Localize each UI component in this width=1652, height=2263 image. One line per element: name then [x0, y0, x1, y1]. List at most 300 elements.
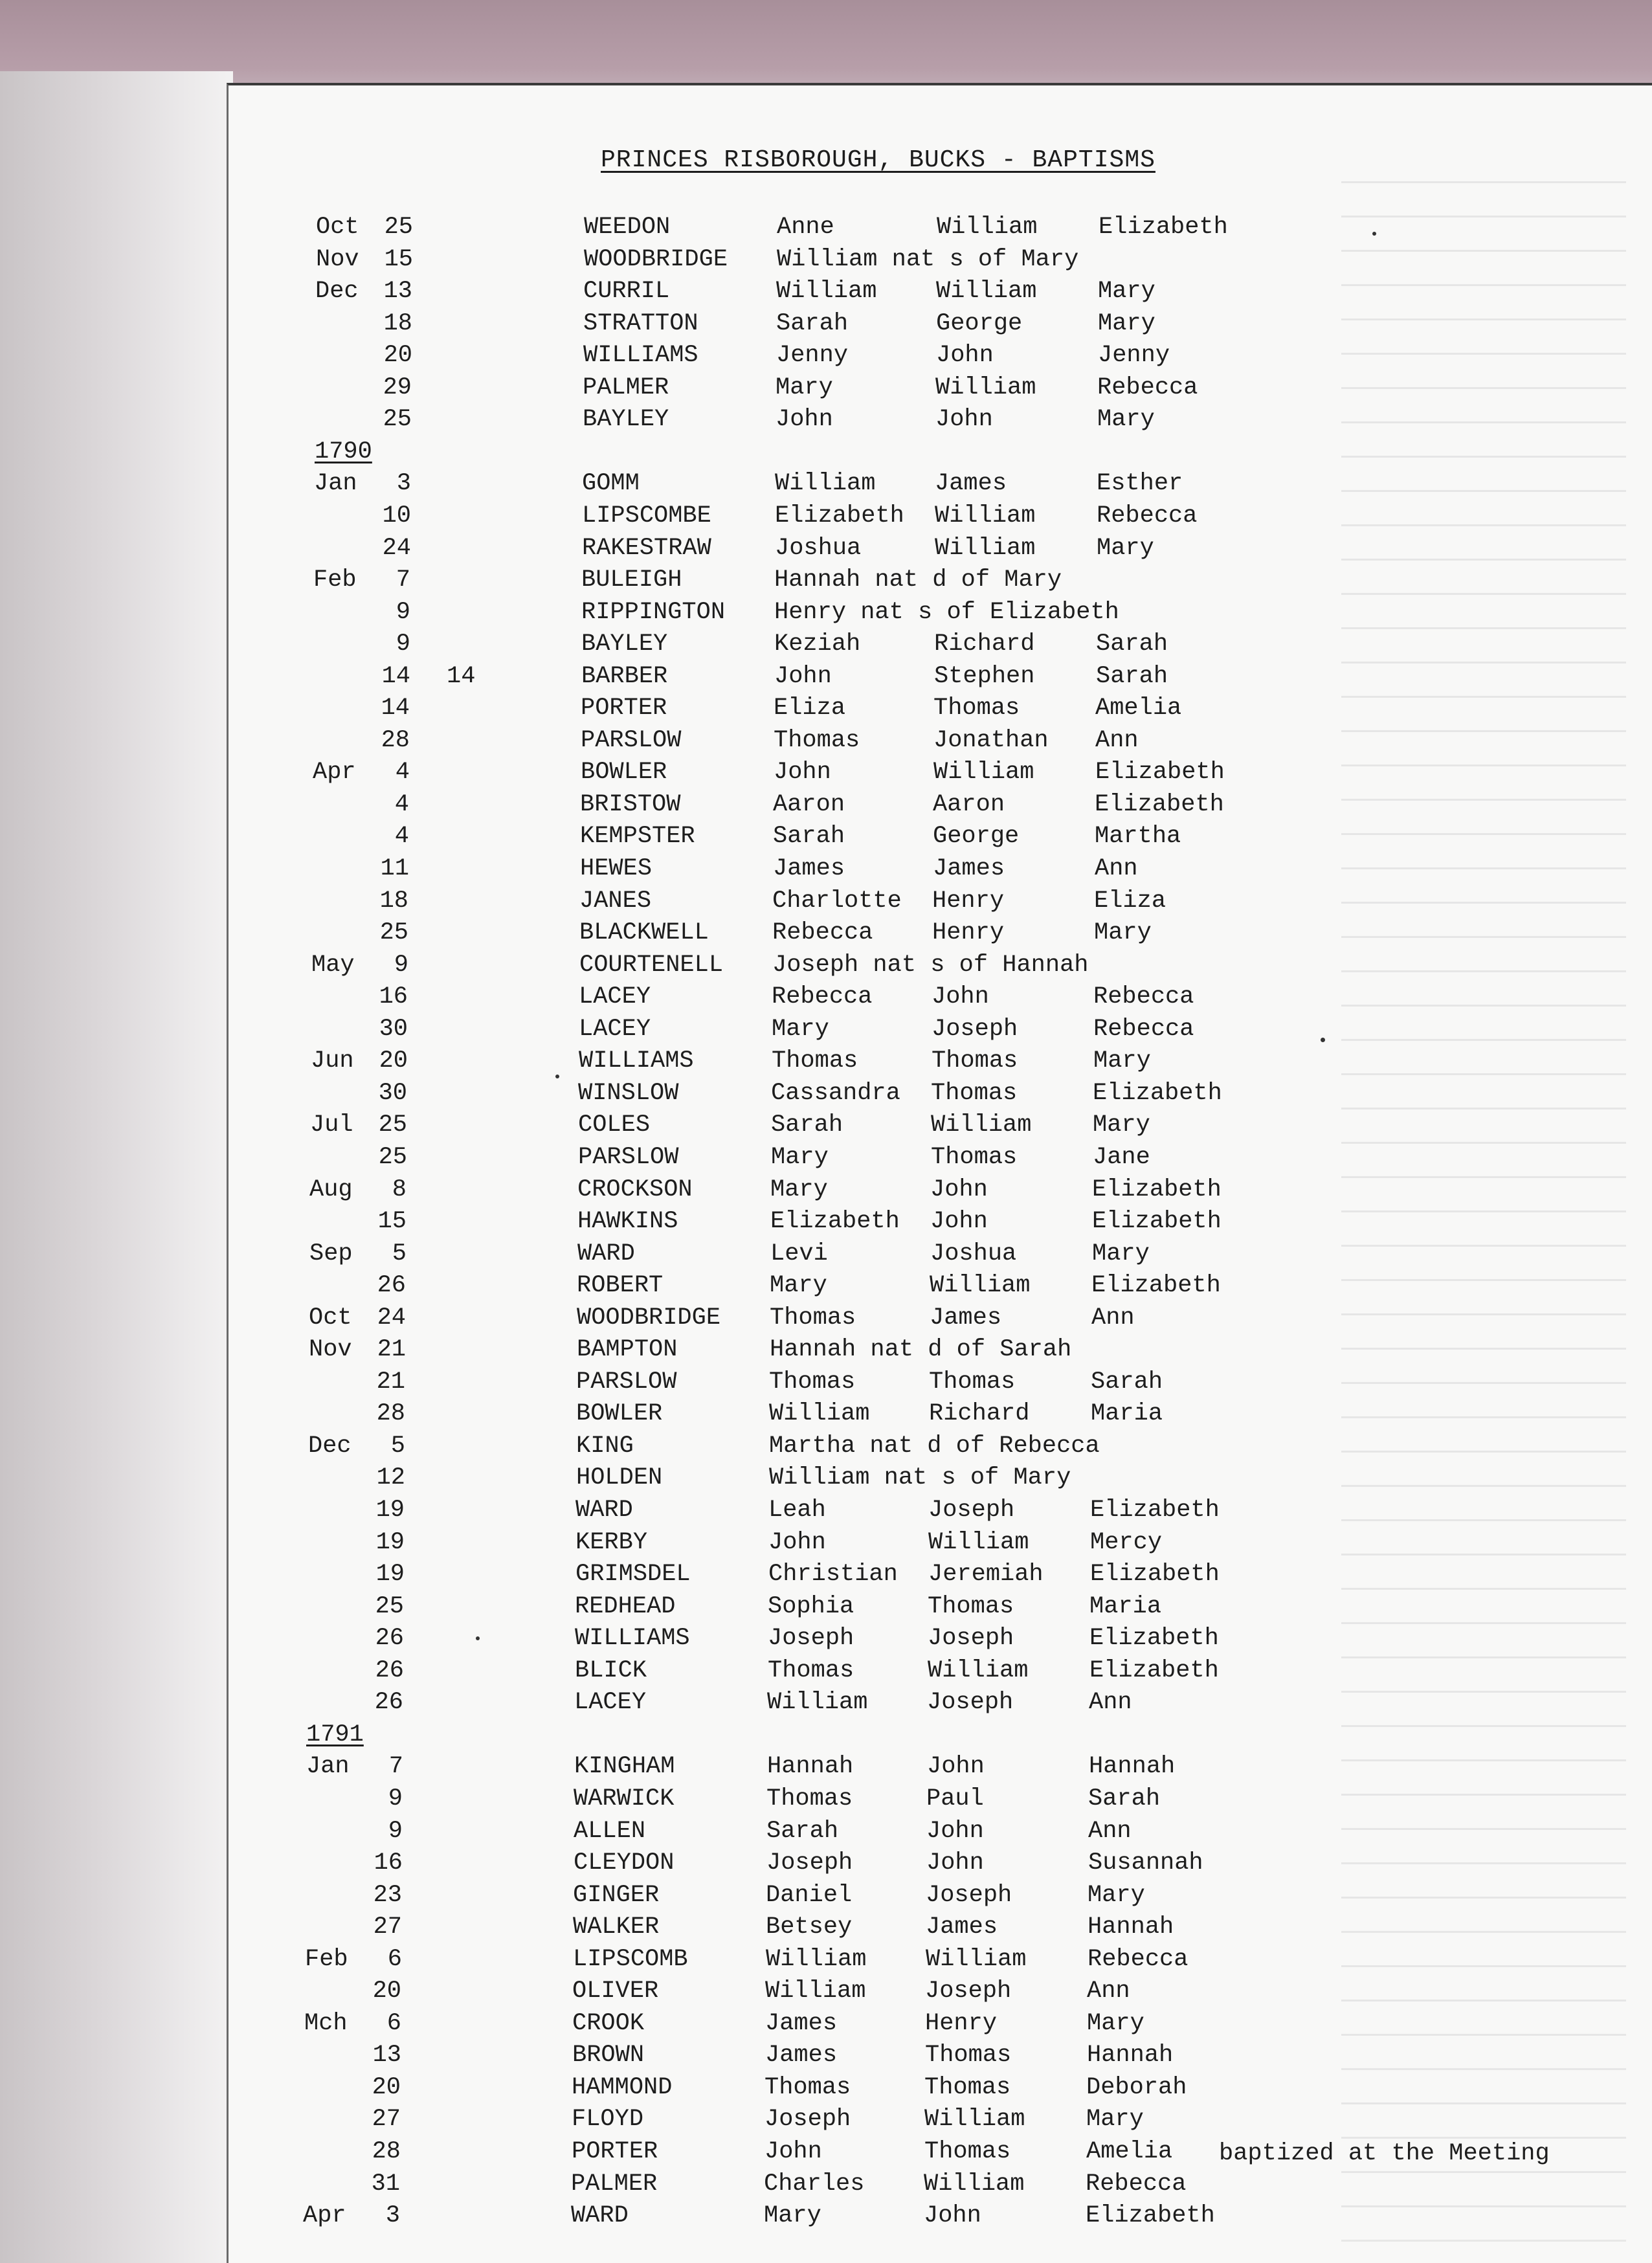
entry-father-name: Richard: [929, 1400, 1030, 1427]
entry-child-name: Charles: [764, 2170, 865, 2198]
entry-child-name: Joseph: [768, 1625, 854, 1652]
bleed-through-line: [1341, 1796, 1626, 1830]
entry-child-name: Sarah: [766, 1818, 839, 1845]
entry-day: 21: [376, 1368, 405, 1396]
entry-month: Jul: [310, 1111, 353, 1139]
entry-father-name: William: [928, 1657, 1029, 1684]
bleed-through-line: [1341, 732, 1626, 766]
bleed-through-line: [1341, 595, 1626, 629]
entry-child-name: Aaron: [773, 791, 845, 818]
entry-day: 26: [377, 1272, 406, 1299]
bleed-through-line: [1341, 938, 1626, 972]
entry-father-name: Thomas: [931, 1144, 1018, 1171]
entry-child-name: Hannah: [767, 1753, 854, 1780]
entry-surname: WILLIAMS: [583, 342, 698, 369]
entry-day: 18: [379, 887, 408, 915]
entry-mother-name: Elizabeth: [1090, 1497, 1220, 1524]
entry-day: 16: [379, 983, 408, 1010]
entry-father-name: James: [926, 1913, 998, 1941]
entry-father-name: Paul: [926, 1785, 984, 1812]
bleed-through-line: [1341, 1590, 1626, 1624]
entry-day: 9: [388, 1785, 403, 1812]
bleed-through-line: [1341, 1727, 1626, 1761]
bleed-through-line: [1341, 1658, 1626, 1693]
entry-father-name: Joseph: [932, 1016, 1018, 1043]
entry-mother-name: Elizabeth: [1093, 1080, 1222, 1107]
entry-month: May: [311, 952, 355, 979]
entry-mother-name: Rebecca: [1093, 983, 1194, 1010]
entry-father-name: Thomas: [933, 695, 1020, 722]
entry-surname: CROCKSON: [577, 1176, 693, 1203]
entry-mother-name: Hannah: [1088, 1913, 1174, 1941]
entry-child-name: Sarah: [776, 310, 849, 337]
entry-mother-name: Rebecca: [1093, 1016, 1194, 1043]
bleed-through-line: [1341, 1761, 1626, 1796]
entry-surname: BAYLEY: [583, 406, 669, 433]
entry-day: 7: [396, 566, 410, 594]
entry-day: 4: [394, 791, 409, 818]
entry-father-name: Thomas: [928, 1593, 1014, 1620]
entry-mother-name: Susannah: [1088, 1849, 1203, 1877]
bleed-through-line: [1341, 869, 1626, 904]
entry-day: 26: [374, 1689, 403, 1716]
entry-father-name: Jonathan: [933, 727, 1049, 754]
entry-child-name: Hannah nat d of Mary: [774, 566, 1062, 594]
entry-day: 19: [375, 1529, 405, 1556]
entry-father-name: Thomas: [924, 2138, 1011, 2165]
entry-child-name: William: [776, 278, 877, 305]
ink-speck: [555, 1075, 559, 1078]
entry-day: 12: [376, 1464, 405, 1491]
entry-day: 9: [396, 599, 410, 626]
bleed-through-line: [1341, 1144, 1626, 1178]
entry-surname: OLIVER: [572, 1978, 659, 2005]
entry-day: 27: [372, 2106, 401, 2133]
entry-day: 14: [381, 663, 410, 690]
entry-mother-name: Mary: [1097, 406, 1155, 433]
entry-day: 8: [392, 1176, 407, 1203]
entry-surname: LIPSCOMB: [573, 1946, 688, 1973]
bleed-through-line: [1341, 972, 1626, 1007]
entry-child-name: William: [769, 1400, 870, 1427]
entry-mother-name: Maria: [1089, 1593, 1162, 1620]
entry-father-name: Aaron: [933, 791, 1005, 818]
entry-child-name: Mary: [776, 374, 833, 401]
entry-father-name: John: [930, 1176, 988, 1203]
entry-father-name: William: [935, 502, 1036, 530]
entry-child-name: Joseph: [765, 2106, 851, 2133]
bleed-through-line: [1341, 2242, 1626, 2263]
entry-month: Oct: [316, 214, 359, 241]
entry-father-name: Joseph: [925, 1978, 1012, 2005]
bleed-through-line: [1341, 2001, 1626, 2036]
entry-surname: CROOK: [572, 2010, 645, 2037]
entry-father-name: Joseph: [927, 1689, 1014, 1716]
bleed-through-line: [1341, 1041, 1626, 1075]
entry-child-name: William nat s of Mary: [769, 1464, 1071, 1491]
bleed-through-line: [1341, 1075, 1626, 1109]
entry-father-name: John: [926, 1818, 984, 1845]
entry-surname: BROWN: [572, 2042, 645, 2069]
entry-child-name: Joseph: [766, 1849, 853, 1877]
entry-day: 19: [375, 1497, 405, 1524]
entry-day: 20: [372, 2074, 401, 2101]
entry-father-name: William: [935, 374, 1036, 401]
entry-surname: WOODBRIDGE: [584, 246, 728, 273]
entry-surname: KERBY: [575, 1529, 648, 1556]
entry-child-name: Elizabeth: [770, 1208, 900, 1235]
entry-father-name: John: [935, 406, 993, 433]
entry-month: Jun: [311, 1047, 354, 1075]
year-heading: 1790: [315, 438, 372, 465]
entry-day: 28: [381, 727, 410, 754]
entry-surname: BLICK: [575, 1657, 647, 1684]
entry-surname: BAMPTON: [577, 1336, 678, 1363]
entry-day: 25: [378, 1144, 407, 1171]
entry-surname: GINGER: [573, 1882, 660, 1909]
entry-mother-name: Mary: [1086, 2106, 1144, 2133]
entry-surname: COLES: [578, 1111, 651, 1139]
bleed-through-line: [1341, 217, 1626, 252]
entry-child-name: Cassandra: [771, 1080, 900, 1107]
entry-day: 25: [378, 1111, 407, 1139]
entry-child-name: Joshua: [775, 535, 862, 562]
entry-day: 4: [394, 823, 409, 850]
entry-mother-name: Elizabeth: [1086, 2202, 1215, 2229]
entry-child-name: John: [774, 759, 831, 786]
entry-child-name: William nat s of Mary: [777, 246, 1079, 273]
bleed-through-line: [1341, 2036, 1626, 2070]
entry-surname: BLACKWELL: [579, 919, 709, 946]
entry-month: Apr: [303, 2202, 346, 2229]
entry-father-name: Joshua: [930, 1240, 1017, 1267]
entry-father-name: John: [936, 342, 994, 369]
entry-surname: ROBERT: [577, 1272, 664, 1299]
bleed-through-line: [1341, 561, 1626, 595]
entry-child-name: Anne: [777, 214, 834, 241]
bleed-through-line: [1341, 1315, 1626, 1350]
bleed-through-line: [1341, 389, 1626, 423]
entry-mother-name: Ann: [1089, 1689, 1132, 1716]
entry-day: 25: [384, 214, 413, 241]
bleed-through-line: [1341, 458, 1626, 492]
entry-surname: WINSLOW: [578, 1080, 679, 1107]
page-fold-shadow: [0, 71, 233, 2263]
entry-child-name: Sarah: [771, 1111, 843, 1139]
bleed-through-line: [1341, 629, 1626, 663]
bleed-through-line: [1341, 1007, 1626, 1041]
entry-mother-name: Deborah: [1086, 2074, 1187, 2101]
entry-day: 20: [379, 1047, 408, 1075]
bleed-through-line: [1341, 904, 1626, 938]
bleed-through-line: [1341, 1830, 1626, 1864]
entry-surname: BOWLER: [581, 759, 667, 786]
entry-mother-name: Jenny: [1098, 342, 1170, 369]
entry-father-name: Joseph: [928, 1497, 1015, 1524]
entry-surname: HOLDEN: [576, 1464, 663, 1491]
entry-father-name: Henry: [925, 2010, 998, 2037]
entry-mother-name: Amelia: [1095, 695, 1182, 722]
entry-day: 3: [396, 470, 411, 497]
entry-child-name: Joseph nat s of Hannah: [772, 952, 1089, 979]
entry-father-name: Thomas: [931, 1080, 1018, 1107]
entry-surname: BRISTOW: [580, 791, 681, 818]
entry-child-name: Keziah: [774, 630, 861, 658]
entry-surname: BAYLEY: [581, 630, 668, 658]
entry-child-name: Daniel: [766, 1882, 853, 1909]
entry-mother-name: Ann: [1088, 1818, 1132, 1845]
entry-day: 10: [382, 502, 411, 530]
entry-mother-name: Mary: [1088, 1882, 1145, 1909]
entry-child-name: Mary: [770, 1176, 828, 1203]
entry-mother-name: Mary: [1092, 1240, 1150, 1267]
entry-mother-name: Martha: [1095, 823, 1181, 850]
entry-day: 21: [377, 1336, 406, 1363]
entry-father-name: Henry: [932, 887, 1005, 915]
entry-father-name: Stephen: [934, 663, 1035, 690]
entry-day: 15: [377, 1208, 407, 1235]
bleed-through-line: [1341, 183, 1626, 217]
entry-day: 29: [383, 374, 412, 401]
entry-day: 20: [383, 342, 412, 369]
entry-mother-name: Ann: [1095, 727, 1139, 754]
bleed-through-line: [1341, 320, 1626, 355]
entry-father-name: Thomas: [925, 2042, 1012, 2069]
entry-child-name: James: [765, 2010, 838, 2037]
bleed-through-line: [1341, 1899, 1626, 1933]
entry-surname: PALMER: [571, 2170, 658, 2198]
entry-mother-name: Elizabeth: [1092, 1208, 1222, 1235]
entry-mother-name: Elizabeth: [1099, 214, 1228, 241]
entry-child-name: Mary: [770, 1272, 827, 1299]
year-heading: 1791: [306, 1721, 364, 1748]
entry-day: 15: [384, 246, 413, 273]
entry-father-name: John: [924, 2202, 981, 2229]
entry-father-name: William: [926, 1946, 1027, 1973]
bleed-through-text: [1341, 149, 1626, 2220]
entry-child-name: Levi: [770, 1240, 828, 1267]
entry-mother-name: Rebecca: [1086, 2170, 1187, 2198]
entry-child-name: Rebecca: [772, 919, 873, 946]
entry-child-name: John: [776, 406, 833, 433]
entry-mother-name: Maria: [1091, 1400, 1163, 1427]
bleed-through-line: [1341, 2070, 1626, 2104]
entry-mother-name: Elizabeth: [1092, 1176, 1222, 1203]
bleed-through-line: [1341, 2104, 1626, 2139]
entry-mother-name: Mary: [1098, 310, 1155, 337]
entry-day: 6: [386, 2010, 401, 2037]
entry-mother-name: Elizabeth: [1095, 759, 1225, 786]
entry-day: 16: [374, 1849, 403, 1877]
entry-day: 26: [375, 1625, 404, 1652]
entry-father-name: Jeremiah: [928, 1561, 1044, 1588]
entry-surname: WOODBRIDGE: [577, 1304, 721, 1332]
entry-day: 24: [377, 1304, 406, 1332]
entry-day: 5: [390, 1432, 405, 1460]
entry-surname: WARWICK: [574, 1785, 675, 1812]
entry-mother-name: Hannah: [1089, 1753, 1176, 1780]
entry-mother-name: Esther: [1097, 470, 1183, 497]
entry-month: Dec: [308, 1432, 352, 1460]
entry-mother-name: Sarah: [1088, 1785, 1161, 1812]
entry-month: Apr: [313, 759, 356, 786]
bleed-through-line: [1341, 1418, 1626, 1453]
entry-surname: WILLIAMS: [579, 1047, 694, 1075]
entry-child-name: William: [775, 470, 876, 497]
entry-month: Jan: [306, 1753, 350, 1780]
entry-month: Aug: [309, 1176, 353, 1203]
entry-child-name: Hannah nat d of Sarah: [770, 1336, 1072, 1363]
entry-surname: PALMER: [583, 374, 669, 401]
entry-surname: ALLEN: [574, 1818, 646, 1845]
entry-mother-name: Mary: [1094, 919, 1152, 946]
bleed-through-line: [1341, 1453, 1626, 1487]
bleed-through-line: [1341, 1933, 1626, 1967]
entry-day: 4: [395, 759, 410, 786]
entry-child-name: Henry nat s of Elizabeth: [774, 599, 1119, 626]
entry-surname: RIPPINGTON: [581, 599, 726, 626]
entry-month: Oct: [309, 1304, 352, 1332]
entry-month: Jan: [314, 470, 357, 497]
bleed-through-line: [1341, 766, 1626, 801]
entry-day: 30: [379, 1016, 408, 1043]
entry-surname: BULEIGH: [581, 566, 682, 594]
entry-surname: WEEDON: [584, 214, 671, 241]
entry-surname: FLOYD: [572, 2106, 644, 2133]
entry-father-name: John: [930, 1208, 988, 1235]
bleed-through-line: [1341, 2173, 1626, 2207]
entry-child-name: Thomas: [769, 1368, 856, 1396]
entry-mother-name: Elizabeth: [1095, 791, 1224, 818]
entry-mother-name: Rebecca: [1088, 1946, 1189, 1973]
entry-child-name: John: [774, 663, 832, 690]
entry-surname: REDHEAD: [575, 1593, 676, 1620]
entry-mother-name: Sarah: [1096, 630, 1168, 658]
bleed-through-line: [1341, 1487, 1626, 1521]
entry-child-name: Thomas: [770, 1304, 856, 1332]
entry-day: 23: [373, 1882, 402, 1909]
bleed-through-line: [1341, 423, 1626, 458]
entry-father-name: William: [930, 1272, 1031, 1299]
entry-day: 9: [388, 1818, 403, 1845]
bleed-through-line: [1341, 1281, 1626, 1315]
entry-child-name: Martha nat d of Rebecca: [769, 1432, 1100, 1460]
bleed-through-line: [1341, 663, 1626, 698]
entry-surname: STRATTON: [583, 310, 698, 337]
entry-day: 11: [380, 855, 409, 882]
entry-mother-name: Elizabeth: [1089, 1625, 1219, 1652]
entry-surname: WARD: [571, 2202, 629, 2229]
entry-father-name: William: [924, 2106, 1025, 2133]
entry-day: 28: [372, 2138, 401, 2165]
entry-day-correction: 14: [447, 663, 476, 690]
entry-child-name: Thomas: [766, 1785, 853, 1812]
entry-father-name: Joseph: [926, 1882, 1012, 1909]
entry-child-name: Charlotte: [772, 887, 902, 915]
entry-child-name: Christian: [768, 1561, 898, 1588]
entry-surname: PARSLOW: [578, 1144, 679, 1171]
bleed-through-line: [1341, 801, 1626, 835]
entry-month: Sep: [309, 1240, 353, 1267]
entry-day: 27: [373, 1913, 402, 1941]
entry-month: Feb: [305, 1946, 348, 1973]
entry-mother-name: Jane: [1093, 1144, 1150, 1171]
entry-father-name: William: [933, 759, 1034, 786]
entry-child-name: Mary: [771, 1144, 829, 1171]
entry-surname: WILLIAMS: [575, 1625, 690, 1652]
entry-child-name: Elizabeth: [775, 502, 904, 530]
entry-child-name: Thomas: [765, 2074, 851, 2101]
bleed-through-line: [1341, 1693, 1626, 1727]
bleed-through-line: [1341, 698, 1626, 732]
entry-surname: PORTER: [572, 2138, 658, 2165]
entry-surname: HAMMOND: [572, 2074, 673, 2101]
entry-father-name: James: [933, 855, 1005, 882]
entry-child-name: William: [765, 1978, 866, 2005]
entry-child-name: Eliza: [774, 695, 846, 722]
entry-surname: LACEY: [579, 1016, 651, 1043]
entry-child-name: Sarah: [773, 823, 845, 850]
entry-day: 31: [371, 2170, 400, 2198]
entry-day: 7: [388, 1753, 403, 1780]
entry-father-name: George: [933, 823, 1020, 850]
entry-day: 6: [387, 1946, 402, 1973]
entry-day: 3: [385, 2202, 400, 2229]
bleed-through-line: [1341, 286, 1626, 320]
entry-day: 26: [375, 1657, 404, 1684]
entry-father-name: James: [930, 1304, 1002, 1332]
entry-day: 13: [383, 278, 412, 305]
entry-day: 25: [375, 1593, 404, 1620]
entry-month: Feb: [313, 566, 357, 594]
entry-month: Mch: [304, 2010, 348, 2037]
entry-surname: LACEY: [579, 983, 651, 1010]
entry-mother-name: Rebecca: [1097, 502, 1198, 530]
entry-mother-name: Elizabeth: [1090, 1561, 1220, 1588]
entry-mother-name: Mercy: [1090, 1529, 1163, 1556]
entry-mother-name: Ann: [1095, 855, 1138, 882]
entry-mother-name: Rebecca: [1097, 374, 1198, 401]
entry-mother-name: Hannah: [1087, 2042, 1174, 2069]
entry-day: 13: [372, 2042, 401, 2069]
entry-surname: LACEY: [574, 1689, 647, 1716]
entry-surname: CLEYDON: [574, 1849, 675, 1877]
entry-mother-name: Sarah: [1091, 1368, 1163, 1396]
bleed-through-line: [1341, 526, 1626, 561]
bleed-through-line: [1341, 2207, 1626, 2242]
entry-surname: JANES: [579, 887, 652, 915]
entry-mother-name: Elizabeth: [1091, 1272, 1221, 1299]
bleed-through-line: [1341, 1109, 1626, 1144]
entry-child-name: Thomas: [774, 727, 860, 754]
entry-child-name: John: [768, 1529, 826, 1556]
entry-child-name: Thomas: [768, 1657, 854, 1684]
entry-father-name: William: [924, 2170, 1025, 2198]
entry-father-name: Henry: [932, 919, 1005, 946]
entry-surname: RAKESTRAW: [582, 535, 711, 562]
bleed-through-line: [1341, 1247, 1626, 1281]
entry-mother-name: Mary: [1097, 535, 1154, 562]
entry-day: 25: [383, 406, 412, 433]
entry-father-name: George: [936, 310, 1023, 337]
entry-child-name: James: [765, 2042, 838, 2069]
entry-father-name: Joseph: [928, 1625, 1014, 1652]
entry-child-name: Rebecca: [772, 983, 873, 1010]
entry-mother-name: Mary: [1093, 1047, 1151, 1075]
entry-father-name: William: [928, 1529, 1029, 1556]
bleed-through-line: [1341, 1521, 1626, 1555]
entry-surname: PARSLOW: [576, 1368, 677, 1396]
